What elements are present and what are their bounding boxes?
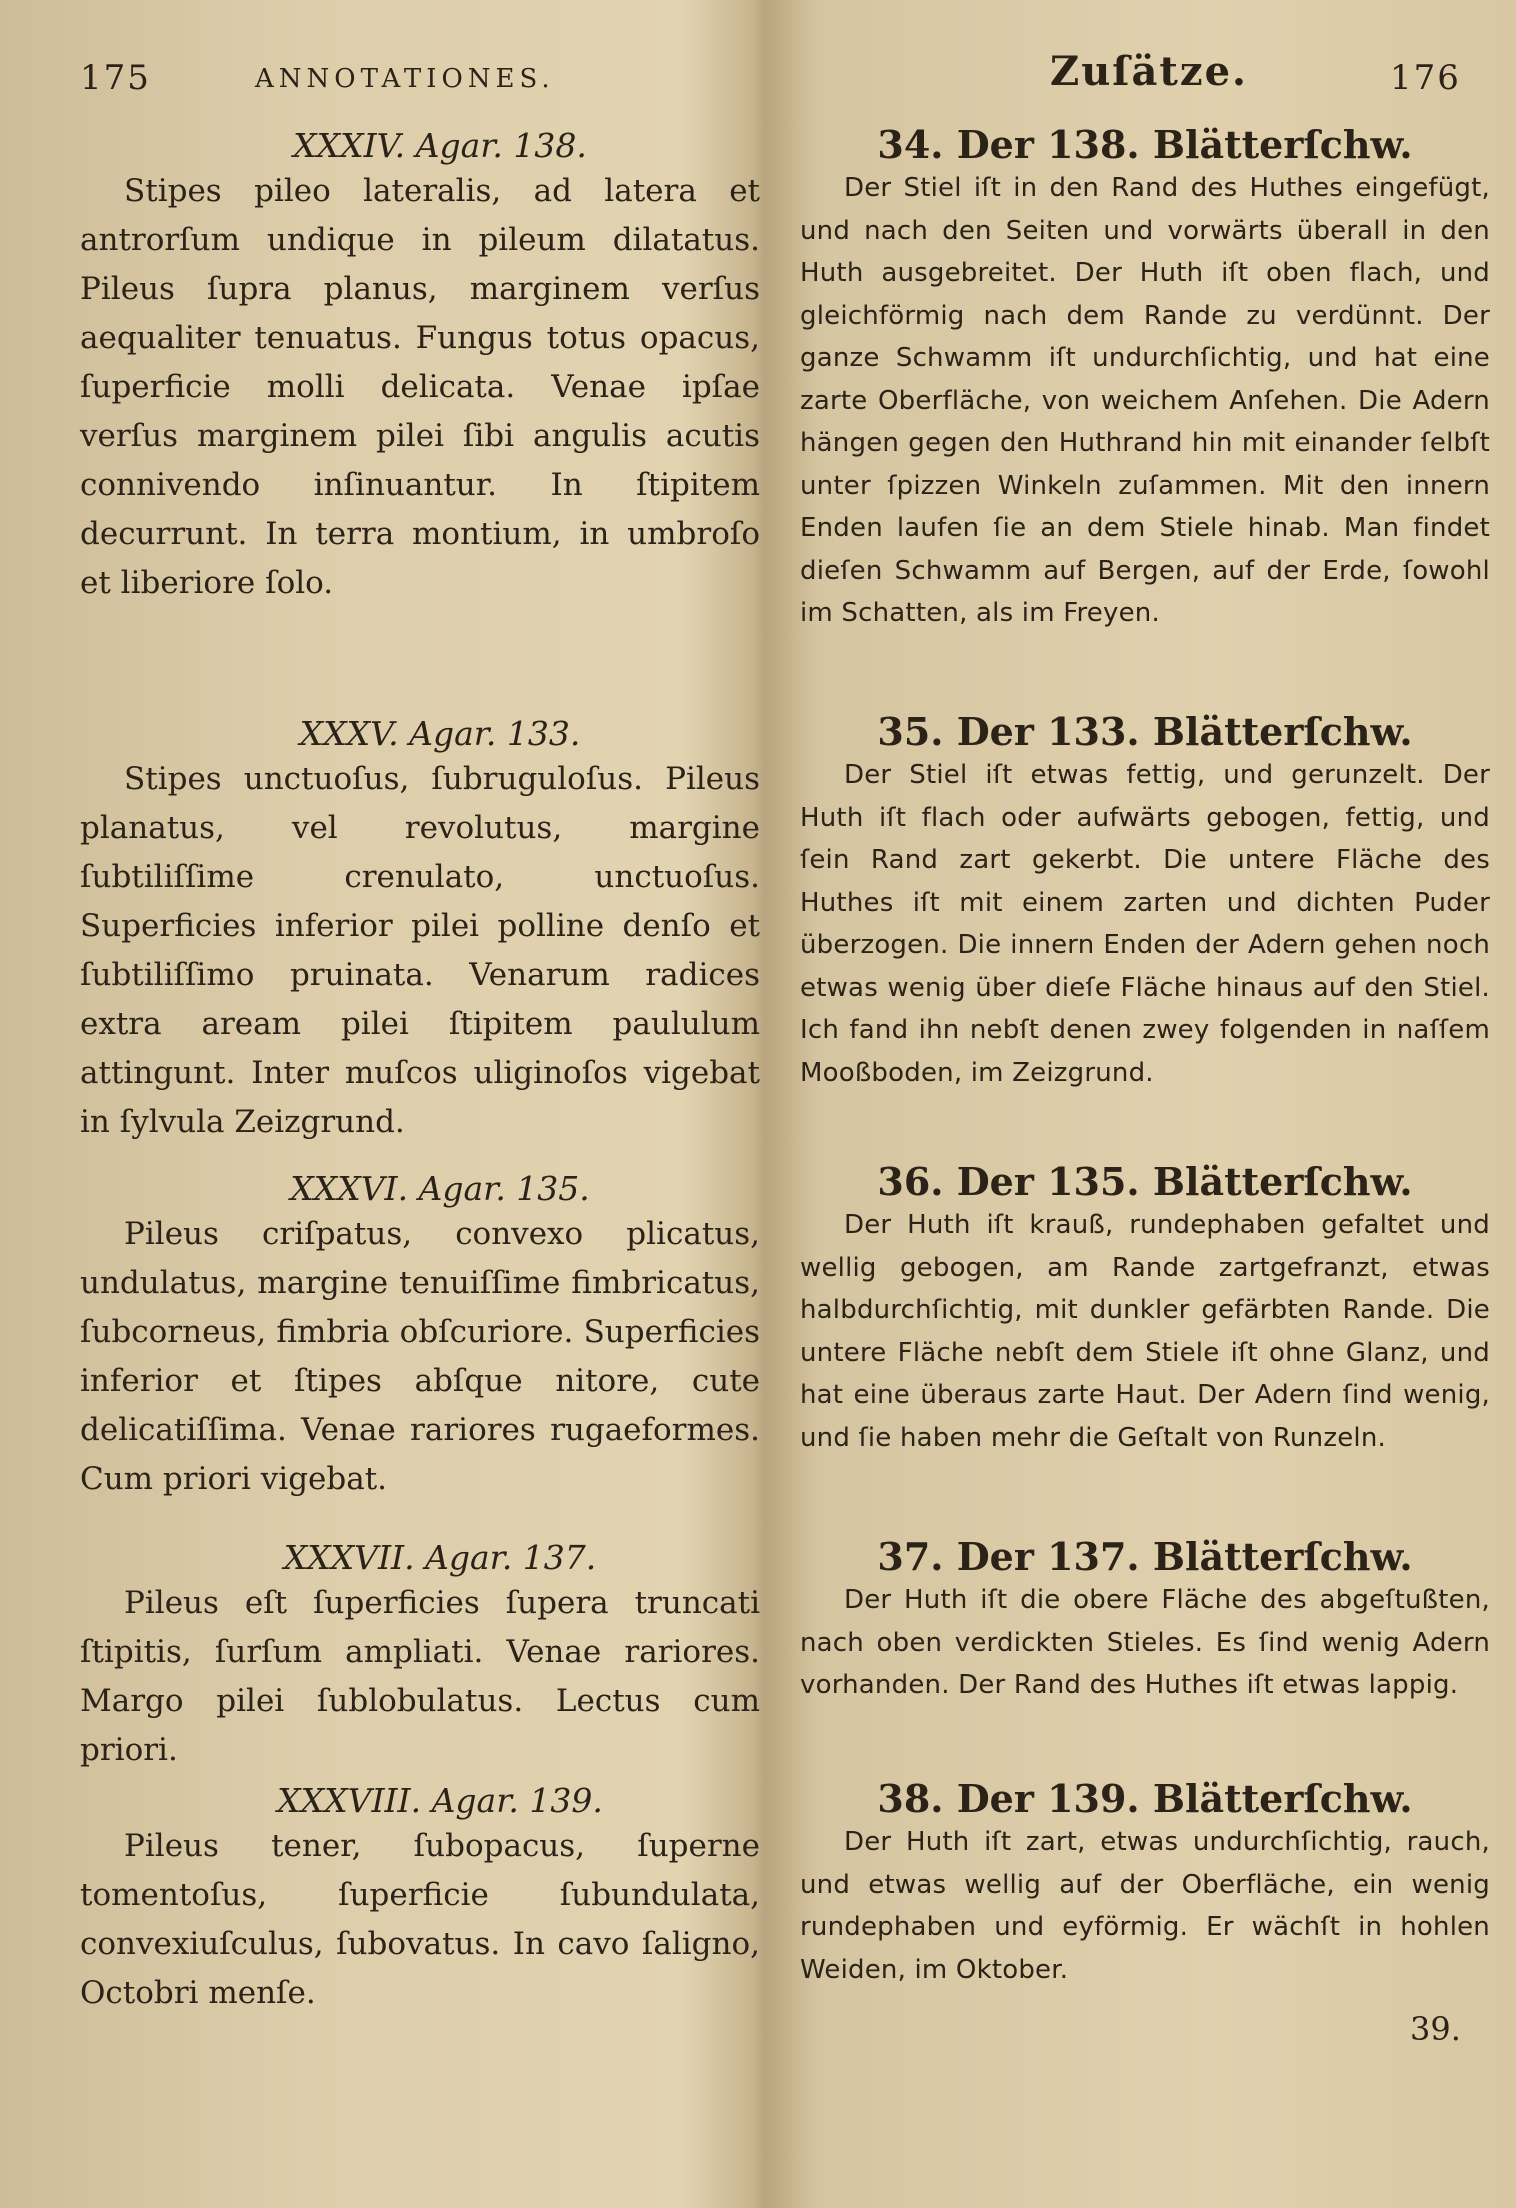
entry-xxxvii (80, 1537, 760, 1775)
page-number: 176 (1390, 58, 1461, 98)
entry-heading: XXXVIII. Agar. 139. (277, 1781, 603, 1820)
page-number: 175 (80, 58, 151, 98)
entry-text: Pileus tener, ſubopacus, ſuperne tomentoſus, ſuperficie ſubundulata, convexiuſculus, ſubovatus. In cavo ſaligno, Octobri menſe. (80, 1828, 760, 2011)
entry-heading: 38. Der 139. Blätterſchw. (877, 1776, 1413, 1821)
entry-36 (800, 1160, 1490, 1459)
entry-heading: 35. Der 133. Blätterſchw. (877, 709, 1413, 754)
entry-38 (800, 1777, 1490, 1991)
right-page (760, 0, 1516, 2208)
entry-xxxviii (80, 1780, 760, 2018)
entry-heading: XXXIV. Agar. 138. (293, 126, 587, 165)
entry-xxxiv (80, 125, 760, 608)
entry-35 (800, 710, 1490, 1094)
entry-text: Stipes pileo lateralis, ad latera et antrorſum undique in pileum dilatatus. Pileus ſupra planus, marginem verſus aequaliter tenuatus. Fungus totus opacus, ſuperficie molli delicata. Venae ipſae verſus marginem pilei ſibi angulis acutis connivendo inſinuantur. In ſtipitem decurrunt. In terra montium, in umbroſo et liberiore ſolo. (80, 173, 760, 601)
entry-37 (800, 1535, 1490, 1707)
entry-text: Pileus criſpatus, convexo plicatus, undulatus, margine tenuiſſime fimbricatus, ſubcorneus, fimbria obſcuriore. Superficies inferior et ſtipes abſque nitore, cute delicatiſſima. Venae rariores rugaeformes. Cum priori vigebat. (80, 1216, 760, 1497)
entry-xxxv (80, 713, 760, 1147)
entry-text: Der Huth iſt die obere Fläche des abgeſtußten, nach oben verdickten Stieles. Es ſind wenig Adern vorhanden. Der Rand des Huthes iſt etwas lappig. (800, 1585, 1490, 1700)
running-head: Zuſätze. (1050, 48, 1248, 95)
entry-text: Der Stiel iſt etwas fettig, und gerunzelt. Der Huth iſt flach oder aufwärts gebogen, fettig, und ſein Rand zart gekerbt. Die untere Fläche des Huthes iſt mit einem zarten und dichten Puder überzogen. Die innern Enden der Adern gehen noch etwas wenig über dieſe Fläche hinaus auf den Stiel. Ich fand ihn nebſt denen zwey folgenden in naſſem Mooßboden, im Zeizgrund. (800, 760, 1490, 1088)
entry-heading: XXXVI. Agar. 135. (290, 1169, 590, 1208)
catchword: 39. (1410, 2010, 1461, 2048)
entry-text: Der Huth iſt zart, etwas undurchſichtig, rauch, und etwas wellig auf der Oberfläche, ein wenig rundерhaben und eyförmig. Er wächſt in hohlen Weiden, im Oktober. (800, 1827, 1490, 1985)
running-head: ANNOTATIONES. (255, 64, 555, 94)
entry-text: Der Huth iſt krauß, rundерhaben gefaltet und wellig gebogen, am Rande zartgefranzt, etwas halbdurchſichtig, mit dunkler gefärbten Rande. Die untere Fläche nebſt dem Stiele iſt ohne Glanz, und hat eine überaus zarte Haut. Der Adern ſind wenig, und ſie haben mehr die Geſtalt von Runzeln. (800, 1210, 1490, 1453)
entry-text: Pileus eſt ſuperficies ſupera truncati ſtipitis, ſurſum ampliati. Venae rariores. Margo pilei ſublobulatus. Lectus cum priori. (80, 1585, 760, 1768)
entry-text: Der Stiel iſt in den Rand des Huthes eingefügt, und nach den Seiten und vorwärts überall in den Huth ausgebreitet. Der Huth iſt oben flach, und gleichförmig nach dem Rande zu verdünnt. Der ganze Schwamm iſt undurchſichtig, und hat eine zarte Oberfläche, von weichem Anſehen. Die Adern hängen gegen den Huthrand hin mit einander ſelbſt unter ſpizzen Winkeln zuſammen. Mit den innern Enden laufen ſie an dem Stiele hinab. Man findet dieſen Schwamm auf Bergen, auf der Erde, ſowohl im Schatten, als im Freyen. (800, 173, 1490, 628)
entry-heading: 37. Der 137. Blätterſchw. (877, 1534, 1413, 1579)
entry-heading: 34. Der 138. Blätterſchw. (877, 122, 1413, 167)
entry-heading: 36. Der 135. Blätterſchw. (877, 1159, 1413, 1204)
entry-heading: XXXV. Agar. 133. (299, 714, 581, 753)
entry-text: Stipes unctuoſus, ſubruguloſus. Pileus planatus, vel revolutus, margine ſubtiliſſime crenulato, unctuoſus. Superficies inferior pilei polline denſo et ſubtiliſſimo pruinata. Venarum radices extra aream pilei ſtipitem paululum attingunt. Inter muſcos uliginoſos vigebat in ſylvula Zeizgrund. (80, 761, 760, 1140)
entry-34 (800, 123, 1490, 635)
entry-heading: XXXVII. Agar. 137. (283, 1538, 597, 1577)
entry-xxxvi (80, 1168, 760, 1504)
